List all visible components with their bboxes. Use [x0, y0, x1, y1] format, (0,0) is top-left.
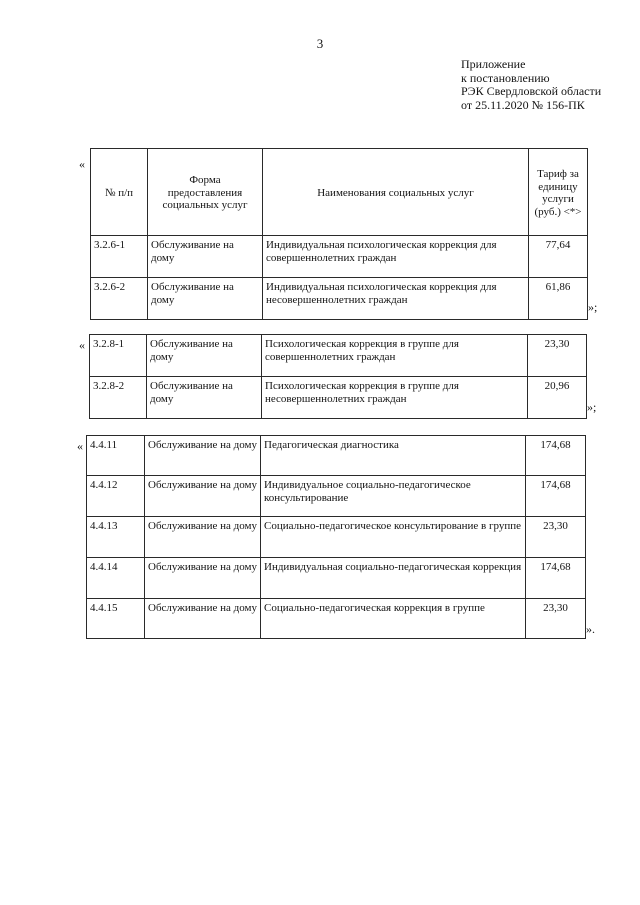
row-num: 4.4.15 — [87, 599, 145, 639]
row-service-name: Индивидуальная психологическая коррекция для совершеннолетних граждан — [263, 236, 529, 278]
row-form: Обслуживание на дому — [145, 599, 261, 639]
page-number: 3 — [316, 36, 324, 51]
appendix-header — [461, 58, 601, 112]
table-header-row — [91, 149, 588, 236]
row-tariff: 23,30 — [526, 517, 586, 558]
row-form: Обслуживание на дому — [147, 377, 262, 419]
row-tariff: 77,64 — [529, 236, 588, 278]
row-tariff: 23,30 — [528, 335, 587, 377]
row-tariff: 61,86 — [529, 278, 588, 320]
row-tariff: 23,30 — [526, 599, 586, 639]
table-row — [90, 377, 587, 419]
row-form: Обслуживание на дому — [145, 476, 261, 517]
table2-open-quote: « — [79, 338, 85, 352]
appendix-line-2: к постановлению — [461, 70, 550, 85]
table3-close-quote: ». — [586, 622, 595, 636]
appendix-line-4: от 25.11.2020 № 156-ПК — [461, 97, 585, 112]
row-tariff: 174,68 — [526, 476, 586, 517]
row-num: 4.4.12 — [87, 476, 145, 517]
table-row — [87, 599, 586, 639]
header-name: Наименования социальных услуг — [263, 149, 529, 236]
table1-open-quote: « — [79, 157, 85, 171]
table-row — [87, 476, 586, 517]
row-service-name: Социально-педагогическое консультирование в группе — [261, 517, 526, 558]
row-num: 3.2.6-2 — [91, 278, 148, 320]
row-tariff: 20,96 — [528, 377, 587, 419]
row-service-name: Психологическая коррекция в группе для совершеннолетних граждан — [262, 335, 528, 377]
row-service-name: Индивидуальная социально-педагогическая коррекция — [261, 558, 526, 599]
tariff-table-1 — [90, 148, 588, 320]
table3-open-quote: « — [77, 439, 83, 453]
table1-close-quote: »; — [588, 300, 598, 314]
table-row — [87, 558, 586, 599]
row-num: 3.2.6-1 — [91, 236, 148, 278]
row-num: 3.2.8-1 — [90, 335, 147, 377]
row-form: Обслуживание на дому — [145, 517, 261, 558]
row-service-name: Педагогическая диагностика — [261, 436, 526, 476]
row-form: Обслуживание на дому — [148, 236, 263, 278]
table-row — [90, 335, 587, 377]
header-form: Форма предоставления социальных услуг — [148, 149, 263, 236]
row-service-name: Индивидуальная психологическая коррекция для несовершеннолетних граждан — [263, 278, 529, 320]
tariff-table-2 — [89, 334, 587, 419]
row-form: Обслуживание на дому — [145, 558, 261, 599]
row-num: 3.2.8-2 — [90, 377, 147, 419]
row-tariff: 174,68 — [526, 558, 586, 599]
row-service-name: Психологическая коррекция в группе для несовершеннолетних граждан — [262, 377, 528, 419]
row-tariff: 174,68 — [526, 436, 586, 476]
table-row — [91, 236, 588, 278]
row-service-name: Индивидуальное социально-педагогическое консультирование — [261, 476, 526, 517]
tariff-table-3 — [86, 435, 586, 639]
row-form: Обслуживание на дому — [147, 335, 262, 377]
table-row — [91, 278, 588, 320]
row-form: Обслуживание на дому — [145, 436, 261, 476]
row-service-name: Социально-педагогическая коррекция в группе — [261, 599, 526, 639]
appendix-line-1: Приложение — [461, 57, 526, 71]
header-tariff: Тариф за единицу услуги (руб.) <*> — [529, 149, 588, 236]
appendix-line-3: РЭК Свердловской области — [461, 84, 602, 98]
row-num: 4.4.11 — [87, 436, 145, 476]
header-num: № п/п — [91, 149, 148, 236]
table-row — [87, 517, 586, 558]
row-form: Обслуживание на дому — [148, 278, 263, 320]
row-num: 4.4.13 — [87, 517, 145, 558]
row-num: 4.4.14 — [87, 558, 145, 599]
table-row — [87, 436, 586, 476]
table2-close-quote: »; — [587, 400, 597, 414]
